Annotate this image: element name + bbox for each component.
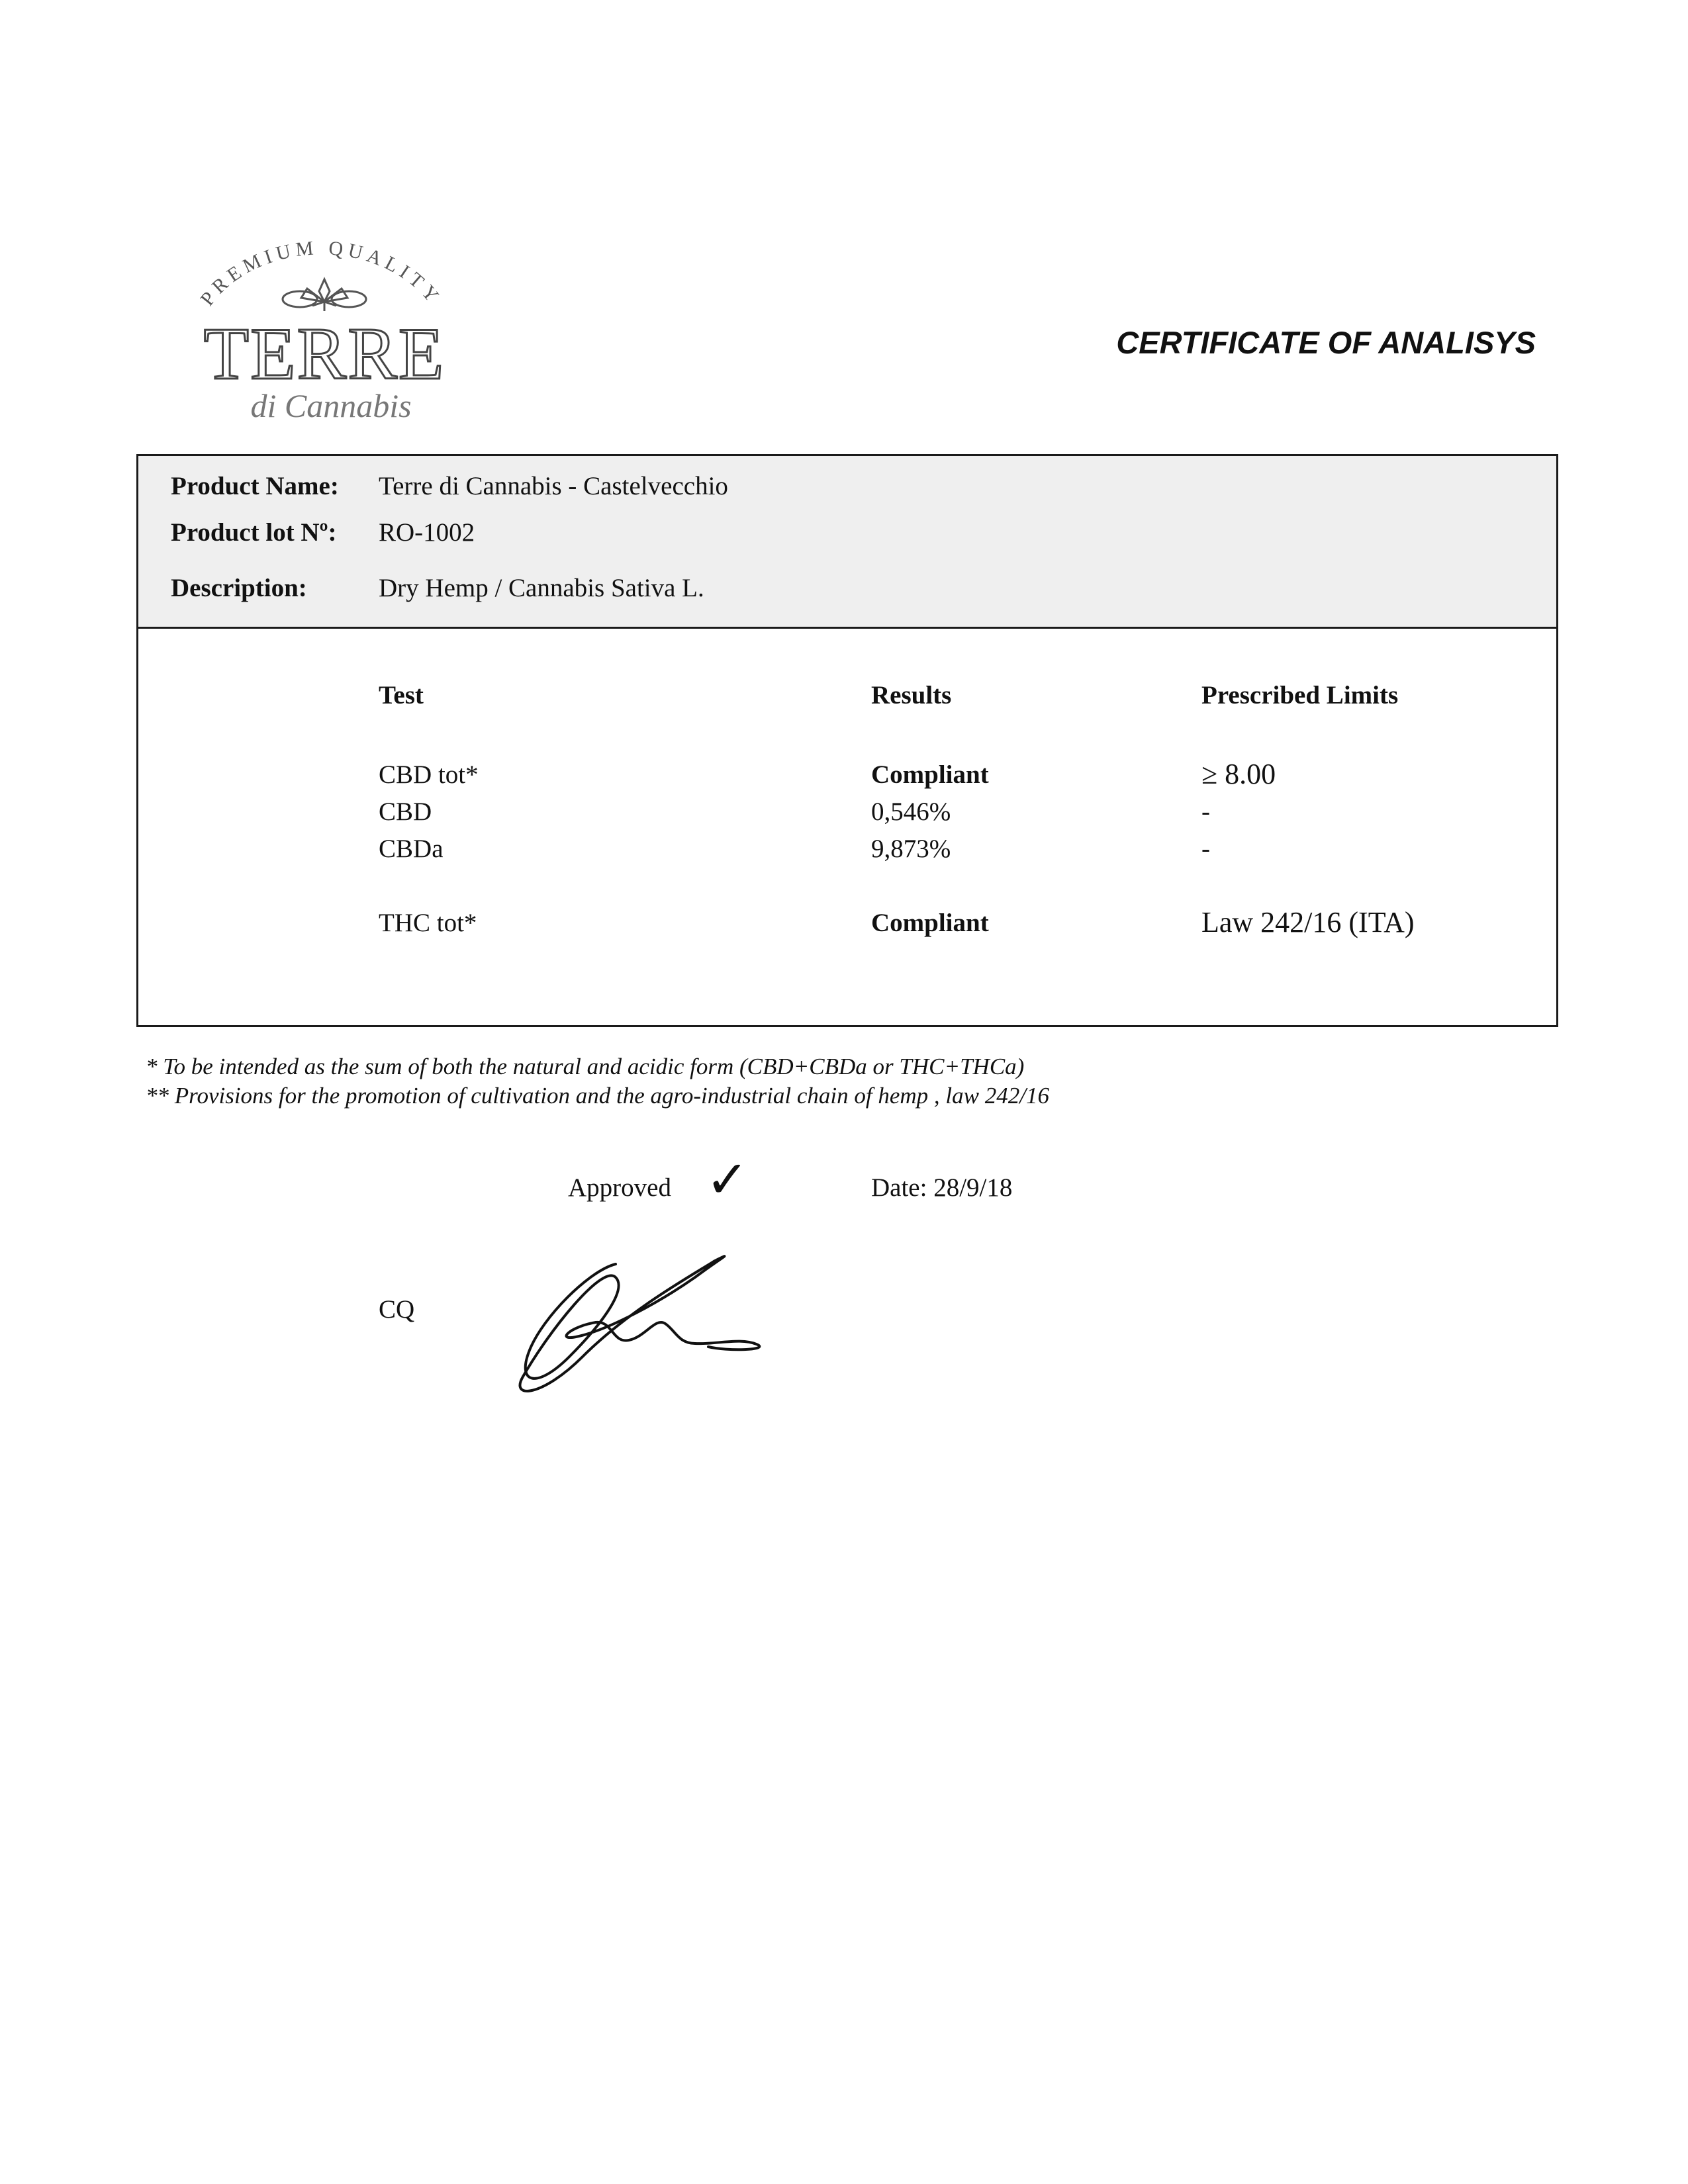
test-result: 9,873% [871,835,951,863]
logo-brand: TERRE [203,313,445,395]
product-lot-label: Product lot Nº: [171,518,337,547]
company-logo [165,225,483,424]
description-label: Description: [171,574,307,602]
logo-arc-text: PREMIUM QUALITY [196,236,446,310]
check-icon: ✓ [706,1150,749,1210]
product-lot-value: RO-1002 [379,518,475,547]
signer-label: CQ [379,1295,415,1324]
approved-label: Approved [568,1173,671,1202]
test-limit: ≥ 8.00 [1201,758,1276,790]
test-result: 0,546% [871,797,951,826]
test-name: THC tot* [379,909,477,937]
document-title: CERTIFICATE OF ANALISYS [1116,325,1536,360]
test-name: CBD tot* [379,760,479,789]
test-name: CBDa [379,835,444,863]
test-limit: Law 242/16 (ITA) [1201,906,1415,938]
test-name: CBD [379,797,432,826]
product-info-box [136,454,1558,629]
approval-date: Date: 28/9/18 [871,1173,1013,1202]
column-header-limits: Prescribed Limits [1201,681,1399,709]
test-result: Compliant [871,909,989,937]
cannabis-leaf-icon [283,279,366,311]
description-value: Dry Hemp / Cannabis Sativa L. [379,574,704,602]
product-name-value: Terre di Cannabis - Castelvecchio [379,472,728,500]
footnote-2: ** Provisions for the promotion of cultivation and the agro-industrial chain of hemp , law 242/16 [146,1083,1049,1109]
signature [496,1238,774,1403]
column-header-test: Test [379,681,424,709]
logo-tagline: di Cannabis [250,387,412,424]
footnote-1: * To be intended as the sum of both the natural and acidic form (CBD+CBDa or THC+THCa) [146,1054,1025,1079]
test-limit: - [1201,797,1210,826]
column-header-results: Results [871,681,952,709]
product-name-label: Product Name: [171,472,339,500]
test-limit: - [1201,835,1210,863]
test-result: Compliant [871,760,989,789]
